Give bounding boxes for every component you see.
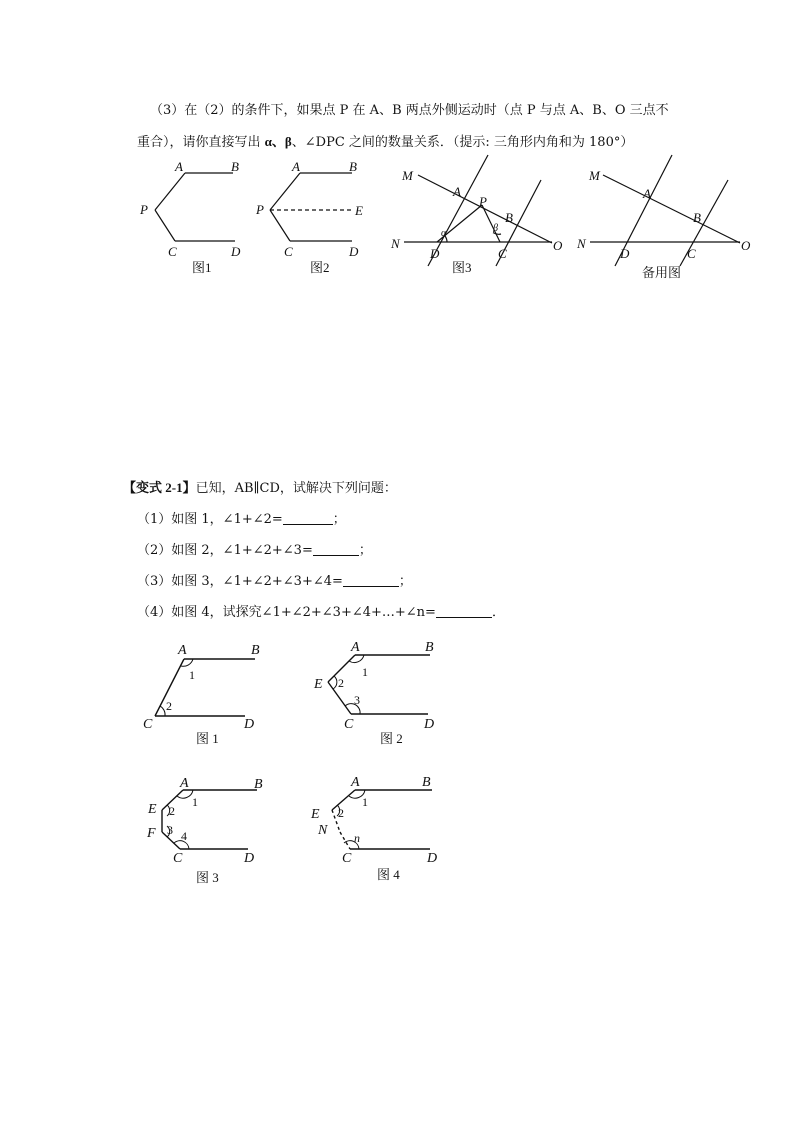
fig1-line-pa [155, 173, 185, 210]
fig2-label-a: A [292, 159, 300, 174]
fig1-caption: 图1 [192, 260, 212, 275]
b-fig4-caption: 图 4 [377, 867, 400, 882]
b-fig3-angle-1: 1 [192, 795, 198, 809]
fig1-label-b: B [231, 159, 239, 174]
b-fig4-dashed-en [332, 810, 340, 832]
b-fig2-line-ec [328, 682, 351, 714]
b-fig2-arc-3 [345, 704, 360, 714]
b-fig4-arc-2 [337, 805, 340, 816]
variant-item-2: （2）如图 2，∠1+∠2+∠3= ； [137, 543, 372, 558]
b-fig2-label-d: D [424, 717, 435, 732]
b-fig3-caption: 图 3 [196, 870, 219, 885]
b-fig4-arc-n [344, 841, 359, 849]
b-fig3-angle-3: 3 [167, 823, 173, 837]
fig2-label-d: D [349, 244, 359, 259]
b-fig3-label-a: A [180, 776, 189, 791]
b-fig4-angle-n: n [354, 831, 360, 845]
fig1-line-pc [155, 210, 175, 241]
b-fig3-label-d: D [244, 851, 255, 866]
b-fig1-line-ac [155, 659, 184, 716]
spare-label-c: C [687, 246, 696, 261]
fig1-label-a: A [175, 159, 183, 174]
b-fig4-dashed-nc [340, 832, 350, 849]
fig2-caption: 图2 [310, 260, 330, 275]
b-fig2-line-ae [328, 655, 355, 682]
b-fig1-angle-1: 1 [189, 668, 195, 682]
fig2-label-e: E [355, 203, 363, 218]
b-fig2-arc-2 [333, 676, 337, 689]
variant-item-4: （4）如图 4，试探究∠1+∠2+∠3+∠4+…+∠n= ． [137, 605, 505, 620]
fig1-label-d: D [231, 244, 241, 259]
fig1-label-p: P [140, 202, 148, 217]
b-fig3-label-f: F [147, 826, 156, 841]
b-fig1-caption: 图 1 [196, 731, 219, 746]
b-fig2-label-b: B [425, 640, 434, 655]
spare-label-o: O [741, 238, 751, 253]
fig3-label-o: O [553, 238, 563, 253]
b-fig2-angle-1: 1 [362, 665, 368, 679]
variant-item-3: （3）如图 3，∠1+∠2+∠3+∠4= ； [137, 574, 412, 589]
spare-label-a: A [643, 186, 651, 201]
fig3-label-p: P [479, 194, 487, 209]
variant-item-1: （1）如图 1，∠1+∠2= ； [137, 512, 346, 527]
b-fig3-arc-1 [177, 790, 193, 798]
spare-label-m: M [589, 168, 600, 183]
b-fig4-angle-2: 2 [338, 806, 344, 820]
fig3-label-n: N [391, 236, 400, 251]
b-fig2-angle-3: 3 [354, 693, 360, 707]
fig2-line-pa [270, 173, 300, 210]
fig3-label-m: M [402, 168, 413, 183]
fig3-label-c: C [498, 246, 507, 261]
fig1-label-c: C [168, 244, 177, 259]
b-fig1-label-d: D [244, 717, 255, 732]
b-fig1-label-c: C [143, 717, 153, 732]
b-fig1-label-b: B [251, 643, 260, 658]
b-fig3-line-fc [162, 832, 180, 849]
b-fig3-angle-2: 2 [169, 804, 175, 818]
b-fig3-label-c: C [173, 851, 183, 866]
b-fig3-arc-4 [174, 841, 189, 849]
spare-label-d: D [620, 246, 630, 261]
b-fig2-label-c: C [344, 717, 354, 732]
variant-intro: 已知，AB∥CD，试解决下列问题： [195, 481, 397, 496]
fig2-label-c: C [284, 244, 293, 259]
b-fig3-label-b: B [254, 777, 263, 792]
variant-title: 【变式 2-1】 [123, 480, 196, 495]
b-fig4-line-ae [332, 790, 355, 810]
spare-label-b: B [693, 210, 701, 225]
b-fig3-line-ae [162, 790, 183, 810]
b-fig2-arc-1 [349, 655, 364, 663]
fig2-line-pc [270, 210, 290, 241]
b-fig3-label-e: E [148, 802, 157, 817]
b-fig1-label-a: A [178, 643, 187, 658]
q3-line-1: （3）在（2）的条件下，如果点 P 在 A、B 两点外侧运动时（点 P 与点 A、B、O 三点不 [150, 103, 669, 118]
fig3-label-alpha: α [441, 228, 447, 239]
b-fig2-label-e: E [314, 677, 323, 692]
b-fig1-arc-2 [160, 706, 165, 716]
b-fig2-label-a: A [351, 640, 360, 655]
fig3-label-a: A [453, 184, 461, 199]
top-figures [0, 0, 794, 300]
fig2-label-p: P [256, 202, 264, 217]
b-fig1-arc-1 [181, 659, 193, 666]
spare-line-mo [603, 175, 740, 243]
b-fig2-caption: 图 2 [380, 731, 403, 746]
q3-line-2: 重合），请你直接写出 α、β、∠DPC 之间的数量关系．（提示: 三角形内角和为 180°） [137, 134, 634, 150]
b-fig3-angle-4: 4 [181, 829, 187, 843]
b-fig4-label-d: D [427, 851, 438, 866]
fig3-label-b: B [505, 210, 513, 225]
spare-label-n: N [577, 236, 586, 251]
fig3-label-beta: β [493, 223, 498, 234]
fig3-caption: 图3 [452, 260, 472, 275]
fig3-label-d: D [430, 246, 440, 261]
b-fig4-label-a: A [351, 775, 360, 790]
b-fig3-arc-3 [167, 826, 170, 837]
fig2-label-b: B [349, 159, 357, 174]
b-fig4-label-b: B [422, 775, 431, 790]
spare-caption: 备用图 [642, 265, 682, 280]
b-fig4-arc-1 [349, 790, 365, 798]
b-fig2-angle-2: 2 [338, 676, 344, 690]
b-fig4-angle-1: 1 [362, 795, 368, 809]
b-fig1-angle-2: 2 [166, 699, 172, 713]
fig3-line-mo [418, 175, 552, 243]
variant-title-line [123, 479, 397, 498]
b-fig4-label-n-point: N [318, 823, 328, 838]
b-fig3-arc-2 [167, 805, 170, 816]
b-fig4-label-c: C [342, 851, 352, 866]
b-fig4-label-e: E [311, 807, 320, 822]
